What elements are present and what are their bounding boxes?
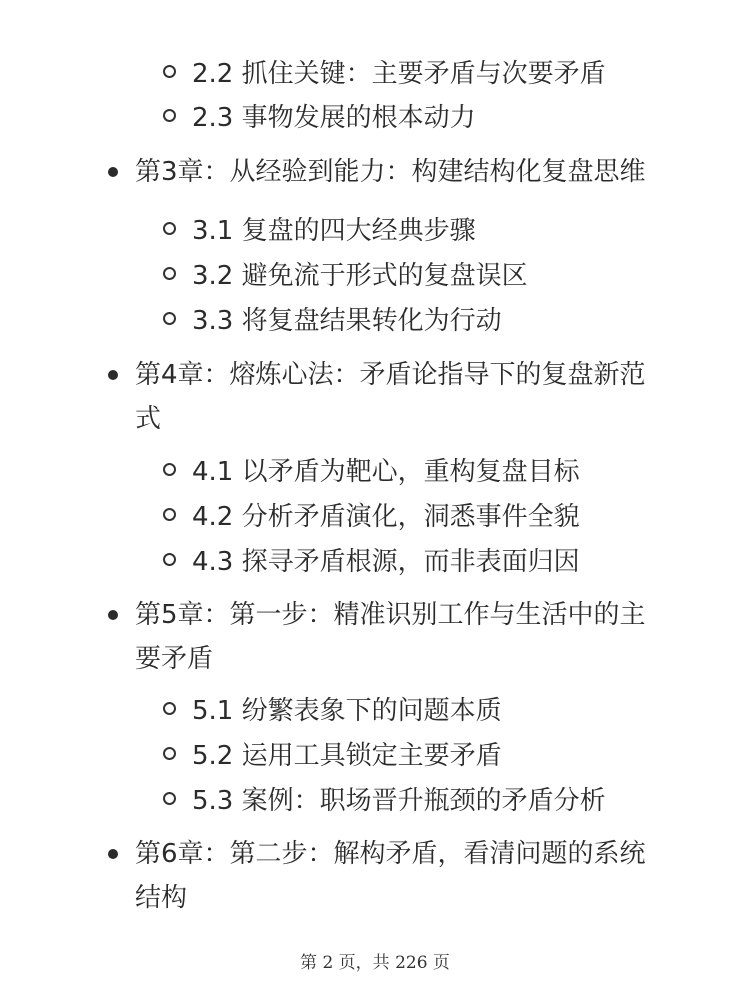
- hollow-bullet-icon: [163, 792, 176, 805]
- toc-subitem[interactable]: [163, 97, 476, 133]
- hollow-bullet-icon: [163, 65, 176, 78]
- toc-chapter[interactable]: [108, 150, 668, 194]
- subitem-label: 5.3 案例：职场晋升瓶颈的矛盾分析: [192, 785, 606, 816]
- toc-subitem[interactable]: [163, 210, 476, 246]
- bullet-icon: [108, 167, 118, 177]
- bullet-icon: [108, 370, 118, 380]
- chapter-title: 第6章：第二步：解构矛盾，看清问题的系统结构: [135, 839, 646, 913]
- toc-chapter[interactable]: [108, 832, 668, 920]
- subitem-label: 2.3 事物发展的根本动力: [192, 102, 476, 133]
- hollow-bullet-icon: [163, 109, 176, 122]
- page-number: 第 2 页，共 226 页: [300, 953, 450, 973]
- chapter-title: 第5章：第一步：精准识别工作与生活中的主要矛盾: [135, 600, 646, 674]
- toc-subitem[interactable]: [163, 255, 528, 291]
- toc-subitem[interactable]: [163, 735, 502, 771]
- toc-subitem[interactable]: [163, 496, 580, 532]
- chapter-title: 第3章：从经验到能力：构建结构化复盘思维: [135, 157, 646, 187]
- subitem-label: 4.2 分析矛盾演化，洞悉事件全貌: [192, 501, 580, 532]
- subitem-label: 4.3 探寻矛盾根源，而非表面归因: [192, 546, 580, 577]
- toc-chapter[interactable]: [108, 593, 668, 681]
- hollow-bullet-icon: [163, 222, 176, 235]
- subitem-label: 3.2 避免流于形式的复盘误区: [192, 260, 528, 291]
- hollow-bullet-icon: [163, 747, 176, 760]
- hollow-bullet-icon: [163, 508, 176, 521]
- toc-subitem[interactable]: [163, 690, 502, 726]
- chapter-title: 第4章：熔炼心法：矛盾论指导下的复盘新范式: [135, 360, 646, 434]
- subitem-label: 4.1 以矛盾为靶心，重构复盘目标: [192, 456, 580, 487]
- toc-subitem[interactable]: [163, 300, 502, 336]
- hollow-bullet-icon: [163, 702, 176, 715]
- toc-subitem[interactable]: [163, 780, 606, 816]
- hollow-bullet-icon: [163, 553, 176, 566]
- hollow-bullet-icon: [163, 312, 176, 325]
- toc-chapter[interactable]: [108, 353, 668, 441]
- hollow-bullet-icon: [163, 463, 176, 476]
- subitem-label: 5.1 纷繁表象下的问题本质: [192, 695, 502, 726]
- subitem-label: 5.2 运用工具锁定主要矛盾: [192, 740, 502, 771]
- bullet-icon: [108, 849, 118, 859]
- bullet-icon: [108, 610, 118, 620]
- subitem-label: 3.3 将复盘结果转化为行动: [192, 305, 502, 336]
- hollow-bullet-icon: [163, 267, 176, 280]
- toc-subitem[interactable]: [163, 53, 606, 89]
- subitem-label: 2.2 抓住关键：主要矛盾与次要矛盾: [192, 58, 606, 89]
- toc-subitem[interactable]: [163, 541, 580, 577]
- toc-subitem[interactable]: [163, 451, 580, 487]
- subitem-label: 3.1 复盘的四大经典步骤: [192, 215, 476, 246]
